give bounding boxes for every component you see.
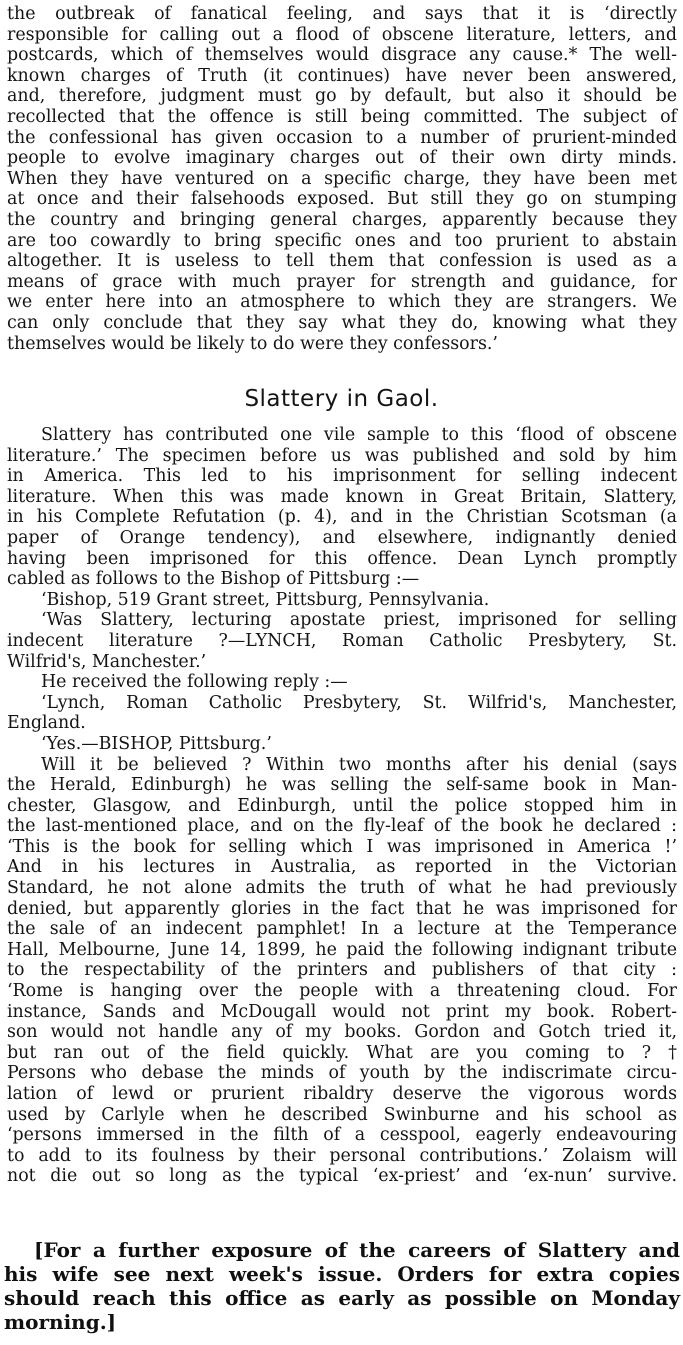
notice-line: his wife see next week's issue. Orders for extra copies [4, 1262, 680, 1286]
body-line: in America. This led to his imprisonment for selling indecent [7, 466, 677, 487]
intro-line: known charges of Truth (it continues) have never been answered, [7, 65, 677, 86]
body-line: ‘This is the book for selling which I was imprisoned in America !’ [7, 836, 677, 857]
intro-line: means of grace with much prayer for strength and guidance, for [7, 271, 677, 292]
intro-line: altogether. It is useless to tell them that confession is used as a [7, 251, 677, 272]
body-text [7, 425, 677, 1187]
intro-line: responsible for calling out a flood of obscene literature, letters, and [7, 24, 677, 45]
body-line: England. [7, 713, 86, 734]
body-line: Wilfrid's, Manchester.’ [7, 651, 207, 672]
body-line: cabled as follows to the Bishop of Pittsburg :— [7, 569, 420, 590]
body-line: to add to its foulness by their personal contributions.’ Zolaism will [7, 1145, 677, 1166]
body-line: instance, Sands and McDougall would not print my book. Robert- [7, 1001, 677, 1022]
intro-line: the confessional has given occasion to a number of prurient-minded [7, 127, 677, 148]
intro-line: When they have ventured on a specific charge, they have been met [7, 168, 677, 189]
intro-line: are too cowardly to bring specific ones and too prurient to abstain [7, 230, 677, 251]
body-line: And in his lectures in Australia, as reported in the Victorian [7, 857, 677, 878]
body-line: but ran out of the field quickly. What are you coming to ? † [7, 1042, 677, 1063]
body-line: Slattery has contributed one vile sample to this ‘flood of obscene [41, 425, 677, 445]
notice-line: should reach this office as early as possible on Monday [4, 1286, 680, 1310]
intro-line: recollected that the offence is still being committed. The subject of [7, 106, 677, 127]
intro-line: can only conclude that they say what they do, knowing what they [7, 312, 677, 333]
notice-line: [For a further exposure of the careers of Slattery and [34, 1238, 680, 1262]
body-line: ‘Lynch, Roman Catholic Presbytery, St. Wilfrid's, Manchester, [41, 692, 677, 713]
body-line: Standard, he not alone admits the truth of what he had previously [7, 878, 677, 899]
body-line: not die out so long as the typical ‘ex-priest’ and ‘ex-nun’ survive. [7, 1166, 677, 1187]
body-line: used by Carlyle when he described Swinburne and his school as [7, 1104, 677, 1125]
body-line: the last-mentioned place, and on the fly-leaf of the book he declared : [7, 816, 677, 837]
body-line: Will it be believed ? Within two months after his denial (says [41, 754, 677, 775]
editorial-notice [4, 1238, 680, 1334]
intro-line: the country and bringing general charges, apparently because they [7, 209, 677, 230]
intro-paragraph [7, 4, 677, 354]
body-line: son would not handle any of my books. Gordon and Gotch tried it, [7, 1022, 677, 1043]
body-line: He received the following reply :— [41, 672, 348, 693]
section-heading: Slattery in Gaol. [244, 386, 439, 412]
body-line: ‘Yes.—BISHOP, Pittsburg.’ [41, 733, 272, 754]
body-line: denied, but apparently glories in the fact that he was imprisoned for [7, 898, 677, 919]
intro-line: people to evolve imaginary charges out of their own dirty minds. [7, 148, 677, 169]
body-line: ‘Was Slattery, lecturing apostate priest, imprisoned for selling [41, 610, 677, 631]
intro-line: and, therefore, judgment must go by default, but also it should be [7, 86, 677, 107]
body-line: literature. When this was made known in Great Britain, Slattery, [7, 486, 677, 507]
body-line: indecent literature ?—LYNCH, Roman Catholic Presbytery, St. [7, 630, 677, 651]
body-line: to the respectability of the printers and publishers of that city : [7, 960, 677, 981]
body-line: lation of lewd or prurient ribaldry deserve the vigorous words [7, 1084, 677, 1104]
body-line: chester, Glasgow, and Edinburgh, until the police stopped him in [7, 795, 677, 816]
intro-line: postcards, which of themselves would disgrace any cause.* The well- [7, 45, 677, 66]
body-line: literature.’ The specimen before us was published and sold by him [7, 445, 677, 466]
body-line: ‘Bishop, 519 Grant street, Pittsburg, Pennsylvania. [41, 589, 490, 610]
body-line: Persons who debase the minds of youth by the indiscrimate circu- [7, 1063, 677, 1084]
intro-line: the outbreak of fanatical feeling, and says that it is ‘directly [7, 4, 677, 24]
intro-line: themselves would be likely to do were they confessors.’ [7, 333, 498, 354]
notice-line: morning.] [4, 1310, 117, 1334]
body-line: ‘Rome is hanging over the people with a threatening cloud. For [7, 981, 677, 1002]
intro-line: at once and their falsehoods exposed. But still they go on stumping [7, 189, 677, 210]
body-line: the sale of an indecent pamphlet! In a lecture at the Temperance [7, 919, 677, 940]
body-line: having been imprisoned for this offence. Dean Lynch promptly [7, 548, 677, 569]
body-line: paper of Orange tendency), and elsewhere, indignantly denied [7, 527, 677, 548]
body-line: Hall, Melbourne, June 14, 1899, he paid the following indignant tribute [7, 939, 677, 960]
intro-line: we enter here into an atmosphere to which they are strangers. We [7, 292, 677, 313]
body-line: ‘persons immersed in the filth of a cesspool, eagerly endeavouring [7, 1125, 677, 1146]
body-line: the Herald, Edinburgh) he was selling the self-same book in Man- [7, 775, 677, 796]
body-line: in his Complete Refutation (p. 4), and in the Christian Scotsman (a [7, 507, 677, 528]
